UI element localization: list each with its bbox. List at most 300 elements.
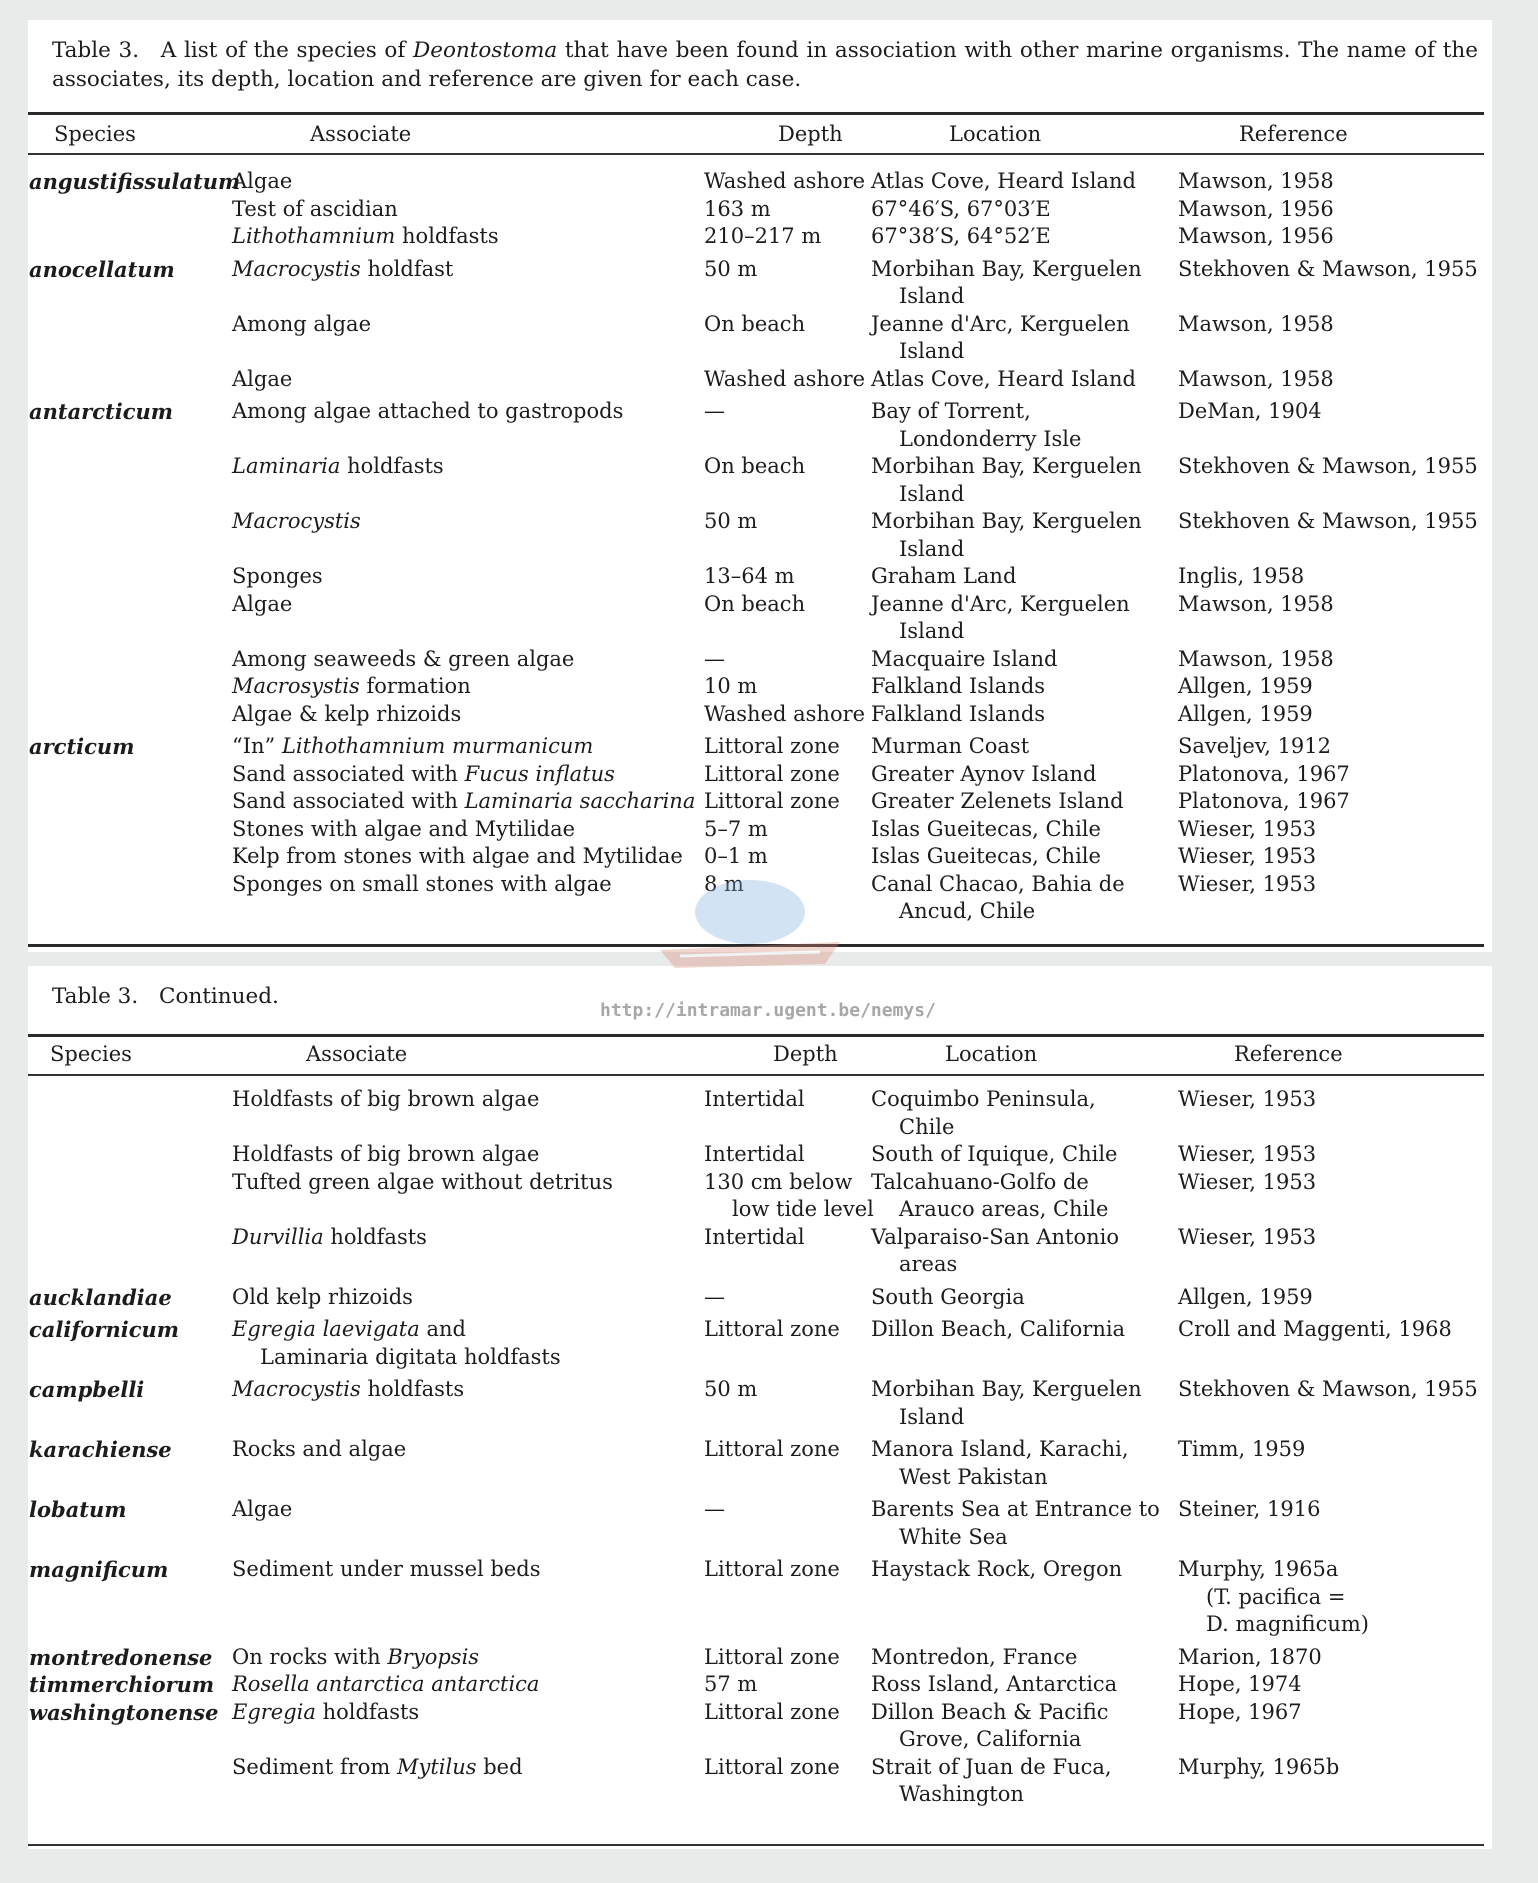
table-row [28,453,1492,508]
reference-cell [1178,256,1478,284]
table-row [28,1284,1492,1317]
location-cell [871,816,1101,844]
cell-line: Grove, California [899,1727,1082,1751]
caption-text-post: that have been found in association with other marine organisms. The name of the associates, its depth, location and reference are given for each case. [52,38,1478,92]
associate-line [232,1224,427,1252]
associate-line [232,168,292,196]
associate-taxon: Lithothamnium [232,224,396,248]
depth-cell [704,453,805,481]
associate-line [232,453,444,481]
header-species: Species [50,1042,132,1066]
location-cell [871,1224,1119,1279]
cell-line: Littoral zone [704,1644,840,1669]
depth-cell [704,1141,805,1169]
associate-line: Laminaria digitata holdfasts [260,1344,561,1369]
table-row [28,196,1492,224]
cell-line: 57 m [704,1672,758,1696]
associate-text: holdfasts [395,224,499,248]
caption-label: Table 3. [52,38,140,63]
associate-text: Stones with algae and Mytilidae [232,816,576,841]
associate-line [232,1376,464,1404]
cell-line: Littoral zone [704,761,840,786]
cell-line: 67°46′S, 67°03′E [871,196,1051,221]
depth-cell [704,701,865,729]
cell-line: Island [899,339,965,363]
associate-line [232,1169,613,1197]
location-cell [871,788,1124,816]
cell-line: Barents Sea at Entrance to [871,1497,1160,1521]
cell-line: Murphy, 1965b [1178,1754,1340,1779]
associate-text: holdfasts [360,1377,465,1401]
associate-text: holdfasts [340,454,444,478]
cell-line: — [704,399,725,423]
associate-text: Sand associated with [232,789,465,813]
associate-cell [232,453,444,481]
associate-text: Holdfasts of big brown algae [232,1087,540,1111]
depth-cell [704,816,768,844]
associate-taxon: Macrocystis [232,256,361,281]
associate-cell [232,311,371,339]
cell-line: Allgen, 1959 [1178,701,1313,726]
cell-line: Mawson, 1958 [1178,169,1334,193]
associate-line [232,223,499,251]
reference-cell [1178,701,1313,729]
depth-cell [704,646,725,674]
reference-cell [1178,1141,1316,1169]
table-row [28,788,1492,816]
cell-line: Intertidal [704,1224,805,1249]
associate-cell [232,1376,464,1404]
cell-line: Littoral zone [704,1699,840,1724]
depth-cell [704,1224,805,1252]
associate-line [232,1086,539,1114]
associate-taxon: Egregia [232,1699,316,1724]
depth-cell [704,256,757,284]
associate-text: Algae [232,366,293,391]
table-body [28,1086,1492,1809]
location-cell [871,1754,1112,1809]
depth-cell [704,398,725,426]
reference-cell [1178,398,1322,426]
cell-line: Greater Zelenets Island [871,789,1124,813]
associate-cell [232,1496,292,1524]
reference-cell [1178,508,1478,536]
associate-taxon: Macrosystis [232,674,360,698]
cell-line: Intertidal [704,1142,805,1166]
associate-line [232,646,574,674]
associate-cell [232,1436,406,1464]
header-species: Species [54,122,136,146]
cell-line: Dillon Beach, California [871,1317,1126,1341]
associate-cell [232,733,593,761]
depth-cell [704,1316,840,1344]
associate-cell [232,1284,413,1312]
cell-line: 10 m [704,674,758,698]
location-cell [871,223,1051,251]
species-cell: karachiense [29,1437,172,1462]
table-top-rule [28,112,1484,115]
associate-text: Kelp from stones with algae and Mytilidae [232,844,683,868]
associate-cell [232,1671,539,1699]
table-row [28,1316,1492,1376]
location-cell [871,1496,1160,1551]
associate-line [232,311,371,339]
associate-cell [232,816,575,844]
cell-line: Island [899,1404,965,1429]
associate-line [232,673,471,701]
cell-line: Allgen, 1959 [1178,1284,1313,1309]
location-cell [871,1556,1122,1584]
cell-line: Islas Gueitecas, Chile [871,844,1101,868]
cell-line: Canal Chacao, Bahia de [871,871,1125,896]
table-row [28,1556,1492,1644]
associate-text: Tufted green algae without detritus [232,1169,613,1194]
associate-text: Sponges on small stones with algae [232,871,612,896]
caption-label: Table 3. [52,984,139,1009]
cell-line: 13–64 m [704,564,795,588]
depth-cell [704,1699,840,1727]
cell-line: Manora Island, Karachi, [871,1437,1129,1461]
reference-cell [1178,1086,1316,1114]
reference-cell [1178,168,1334,196]
associate-taxon: Mytilus [397,1754,477,1779]
cell-line: Murphy, 1965a [1178,1557,1339,1581]
cell-line: Atlas Cove, Heard Island [871,169,1136,193]
associate-line [232,1699,419,1727]
associate-line [232,1436,406,1464]
cell-line: areas [899,1252,958,1276]
associate-cell [232,788,695,816]
associate-cell [232,366,292,394]
associate-text: Algae [232,169,293,193]
reference-cell [1178,223,1334,251]
table-row [28,1376,1492,1436]
header-depth: Depth [778,122,843,146]
cell-line: Hope, 1974 [1178,1672,1302,1696]
associate-line [232,733,593,761]
associate-line [232,256,453,284]
cell-line: White Sea [899,1524,1008,1549]
cell-line: Littoral zone [704,1557,840,1581]
reference-cell [1178,1671,1302,1699]
location-cell [871,673,1045,701]
table-row [28,1754,1492,1809]
depth-cell [704,1436,840,1464]
header-rule [28,1074,1484,1076]
cell-line: Croll and Maggenti, 1968 [1178,1317,1452,1341]
cell-line: Steiner, 1916 [1178,1497,1321,1521]
table-row [28,563,1492,591]
associate-cell [232,761,615,789]
associate-cell [232,398,623,426]
cell-line: Washed ashore [704,701,866,726]
location-cell [871,1376,1142,1431]
table-row [28,591,1492,646]
reference-cell [1178,761,1350,789]
associate-text: Old kelp rhizoids [232,1284,413,1309]
cell-line: Mawson, 1958 [1178,311,1334,336]
associate-cell [232,646,574,674]
cell-line: — [704,1284,725,1309]
cell-line: Macquaire Island [871,646,1058,671]
associate-text: holdfasts [323,1224,427,1249]
associate-cell [232,673,471,701]
location-cell [871,453,1142,508]
table-row [28,1224,1492,1284]
cell-line: 50 m [704,509,758,533]
watermark-url: http://intramar.ugent.be/nemys/ [600,1000,936,1021]
associate-line [232,1316,561,1344]
cell-line: — [704,646,725,671]
associate-text: Sediment from [232,1754,397,1779]
associate-line [232,1496,292,1524]
table-row [28,398,1492,453]
caption-text-pre: A list of the species of [160,38,406,63]
cell-line: low tide level [732,1197,874,1221]
reference-cell [1178,733,1331,761]
reference-cell [1178,1644,1322,1672]
reference-cell [1178,843,1316,871]
table-row [28,168,1492,196]
cell-line: Atlas Cove, Heard Island [871,366,1136,391]
cell-line: Mawson, 1956 [1178,196,1334,221]
location-cell [871,1316,1125,1344]
depth-cell [704,168,865,196]
depth-cell [704,1754,840,1782]
cell-line: DeMan, 1904 [1178,399,1322,423]
cell-line: Jeanne d'Arc, Kerguelen [871,591,1130,616]
location-cell [871,871,1125,926]
cell-line: On beach [704,591,806,616]
cell-line: Littoral zone [704,1437,840,1461]
header-location: Location [945,1042,1038,1066]
cell-line: 0–1 m [704,844,768,868]
depth-cell [704,1086,805,1114]
cell-line: Talcahuano-Golfo de [871,1169,1089,1194]
associate-cell [232,223,499,251]
cell-line: Platonova, 1967 [1178,789,1350,813]
depth-cell [704,508,757,536]
location-cell [871,591,1130,646]
cell-line: Valparaiso-San Antonio [871,1224,1119,1249]
associate-cell [232,508,361,536]
associate-taxon: Macrocystis [232,509,361,533]
species-cell: angustifissulatum [29,169,241,194]
associate-line [232,1284,413,1312]
cell-line: Coquimbo Peninsula, [871,1087,1096,1111]
table-row [28,1496,1492,1556]
cell-line: Littoral zone [704,789,840,813]
reference-cell [1178,871,1316,899]
associate-text: Algae & kelp rhizoids [232,701,462,726]
species-cell: californicum [29,1317,179,1342]
header-associate: Associate [310,122,412,146]
associate-cell [232,1644,479,1672]
depth-cell [704,733,840,761]
reference-cell [1178,646,1334,674]
associate-line [232,366,292,394]
cell-line: Littoral zone [704,1317,840,1341]
associate-line [232,1141,539,1169]
associate-taxon: Lithothamnium murmanicum [281,734,594,758]
species-cell: lobatum [29,1497,127,1522]
associate-line [232,1754,523,1782]
table-row [28,673,1492,701]
caption-genus: Deontostoma [413,38,558,63]
associate-cell [232,1699,419,1727]
associate-cell [232,1754,523,1782]
reference-cell [1178,1754,1339,1782]
reference-cell [1178,1436,1305,1464]
table-top-rule [28,1034,1484,1037]
cell-line: Haystack Rock, Oregon [871,1557,1123,1581]
reference-cell [1178,1496,1320,1524]
location-cell [871,1086,1096,1141]
cell-line: Londonderry Isle [899,426,1082,451]
cell-line: Mawson, 1956 [1178,224,1334,248]
header-associate: Associate [306,1042,408,1066]
associate-taxon: Fucus inflatus [464,761,615,786]
associate-taxon: Egregia laevigata [232,1317,420,1341]
associate-text: Algae [232,1497,293,1521]
associate-text: Test of ascidian [232,196,398,221]
location-cell [871,1644,1077,1672]
depth-cell [704,311,805,339]
cell-line: 50 m [704,1377,758,1401]
depth-cell [704,1284,725,1312]
associate-line [232,761,615,789]
associate-line [232,871,612,899]
table-body [28,168,1492,926]
associate-text: Among algae [232,311,371,336]
cell-line: Mawson, 1958 [1178,366,1334,391]
location-cell [871,168,1136,196]
location-cell [871,733,1029,761]
location-cell [871,1169,1108,1224]
cell-line: Washed ashore [704,366,866,391]
location-cell [871,1436,1129,1491]
location-cell [871,1671,1117,1699]
cell-line: Falkland Islands [871,674,1046,698]
table-row [28,701,1492,734]
reference-cell [1178,673,1313,701]
depth-cell [704,196,771,224]
table-row [28,1436,1492,1496]
cell-line: Washington [899,1782,1024,1806]
cell-line: On beach [704,454,806,478]
associate-cell [232,701,461,729]
depth-cell [704,1376,757,1404]
table-row [28,843,1492,871]
table-row [28,311,1492,366]
header-location: Location [949,122,1042,146]
associate-cell [232,591,292,619]
cell-line: Graham Land [871,564,1017,588]
cell-line: Morbihan Bay, Kerguelen [871,1377,1142,1401]
cell-line: Wieser, 1953 [1178,844,1317,868]
associate-text: Among seaweeds & green algae [232,646,575,671]
associate-text: bed [476,1754,523,1779]
depth-cell [704,563,795,591]
associate-text: Sediment under mussel beds [232,1557,541,1581]
location-cell [871,843,1101,871]
reference-cell [1178,1316,1452,1344]
table-row [28,256,1492,311]
cell-line: Wieser, 1953 [1178,871,1317,896]
cell-line: Hope, 1967 [1178,1699,1302,1724]
species-cell: aucklandiae [29,1284,172,1310]
cell-line: Stekhoven & Mawson, 1955 [1178,509,1478,533]
associate-line [232,843,683,871]
cell-line: — [704,1497,725,1521]
depth-cell [704,1671,757,1699]
reference-cell [1178,788,1350,816]
cell-line: 50 m [704,256,758,281]
location-cell [871,563,1016,591]
reference-cell [1178,1556,1369,1639]
species-cell: montredonense [29,1644,213,1670]
associate-line [232,788,695,816]
header-reference: Reference [1239,122,1348,146]
associate-cell [232,1086,539,1114]
depth-cell [704,591,805,619]
cell-line: Greater Aynov Island [871,761,1097,786]
location-cell [871,256,1142,311]
reference-cell [1178,366,1334,394]
cell-line: Littoral zone [704,734,840,758]
cell-line: Stekhoven & Mawson, 1955 [1178,454,1478,478]
location-cell [871,398,1081,453]
species-cell: washingtonense [29,1699,219,1725]
cell-line: Strait of Juan de Fuca, [871,1754,1112,1779]
species-cell: antarcticum [29,399,173,424]
header-depth: Depth [773,1042,838,1066]
species-cell: magnificum [29,1557,169,1582]
cell-line: Ancud, Chile [899,899,1036,923]
reference-cell [1178,1169,1316,1197]
table-caption [52,36,1478,94]
cell-line: (T. pacifica = [1206,1584,1346,1609]
cell-line: Morbihan Bay, Kerguelen [871,509,1142,533]
cell-line: Ross Island, Antarctica [871,1672,1118,1696]
cell-line: Saveljev, 1912 [1178,734,1332,758]
cell-line: Island [899,619,965,643]
location-cell [871,761,1097,789]
cell-line: Murman Coast [871,734,1030,758]
cell-line: Island [899,536,965,561]
cell-line: 8 m [704,871,744,896]
table-row [28,646,1492,674]
associate-line [232,398,623,426]
cell-line: 210–217 m [704,224,822,248]
reference-cell [1178,311,1334,339]
cell-line: 67°38′S, 64°52′E [871,224,1051,248]
table-panel-continued [28,966,1492,1849]
associate-text: Algae [232,591,293,616]
associate-taxon: Laminaria [232,454,341,478]
cell-line: Island [899,481,965,506]
species-cell: anocellatum [29,256,175,282]
depth-cell [704,673,757,701]
associate-text: holdfasts [315,1699,420,1724]
depth-cell [704,366,865,394]
associate-text: Among algae attached to gastropods [232,399,624,423]
associate-line [232,508,361,536]
cell-line: Allgen, 1959 [1178,674,1313,698]
cell-line: Mawson, 1958 [1178,591,1334,616]
species-cell: campbelli [29,1377,145,1402]
cell-line: 130 cm below [704,1169,853,1194]
